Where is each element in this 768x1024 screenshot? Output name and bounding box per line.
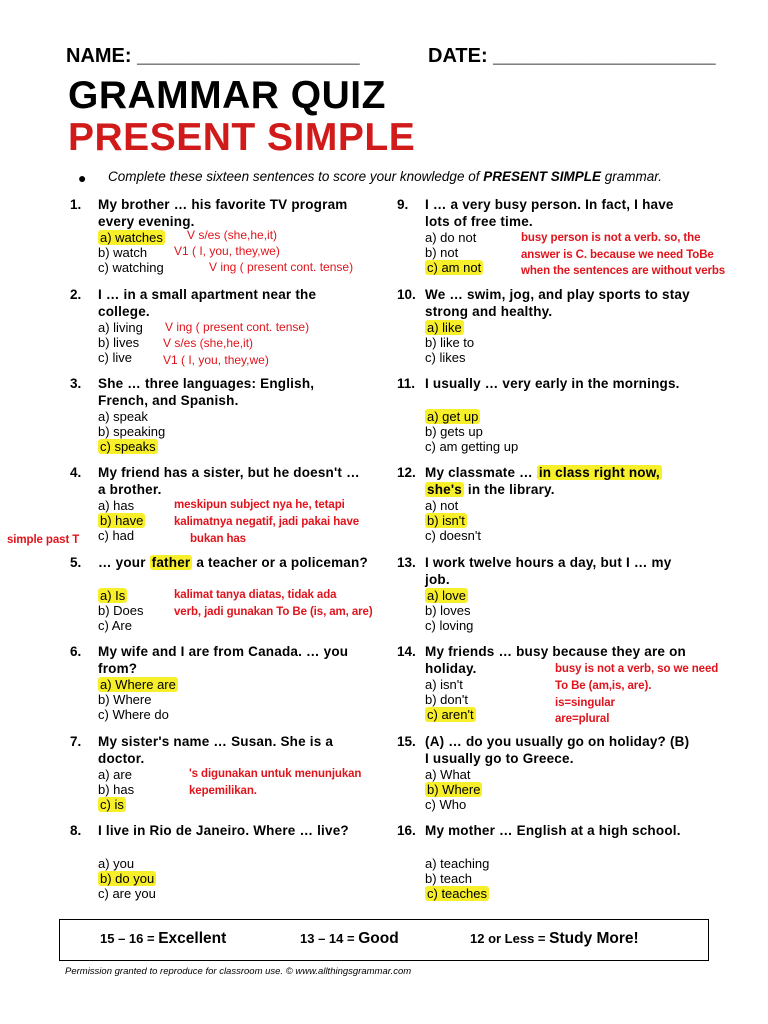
question-stem: I work twelve hours a day, but I … my job.	[425, 555, 672, 587]
answer-option-a[interactable]: a) not	[425, 498, 459, 513]
score-study-more	[470, 930, 639, 948]
annotation-q4-line2: kalimatnya negatif, jadi pakai have	[174, 516, 360, 528]
annotation-q1-line2: V1 ( I, you, they,we)	[174, 244, 280, 258]
answer-option-b[interactable]: b) teach	[425, 871, 472, 886]
annotation-q5-line2: verb, jadi gunakan To Be (is, am, are)	[174, 606, 373, 618]
answer-option-c[interactable]: c) had	[98, 528, 135, 543]
page-title: GRAMMAR QUIZ	[68, 74, 386, 117]
answer-option-a[interactable]	[425, 409, 480, 424]
instructions	[108, 169, 662, 184]
answer-option-b[interactable]	[98, 513, 145, 528]
answer-option-a[interactable]	[98, 677, 178, 692]
question-number: 4.	[70, 465, 82, 480]
answer-option-a[interactable]	[425, 320, 464, 335]
answer-option-c[interactable]	[98, 797, 126, 812]
question-stem: (A) … do you usually go on holiday? (B) I usually go to Greece.	[425, 734, 690, 766]
answer-option-b[interactable]: b) don't	[425, 692, 468, 707]
question-stem: My mother … English at a high school.	[425, 823, 681, 838]
highlighted-answer: b) have	[100, 513, 144, 528]
annotation-q9-line2: answer is C. because we need ToBe	[521, 249, 714, 261]
score-good	[300, 930, 399, 948]
answer-option-b[interactable]: b) watch	[98, 245, 148, 260]
question-stem: My wife and I are from Canada. … you from?	[98, 644, 349, 676]
answer-option-c[interactable]: c) live	[98, 350, 132, 365]
instructions-text-end: grammar.	[601, 169, 663, 184]
answer-option-b[interactable]: b) like to	[425, 335, 475, 350]
question-number: 15.	[397, 734, 416, 749]
answer-option-c[interactable]: c) are you	[98, 886, 156, 901]
question-stem: I live in Rio de Janeiro. Where … live?	[98, 823, 349, 838]
question-stem: I usually … very early in the mornings.	[425, 376, 680, 391]
annotation-q14-line4: are=plural	[555, 713, 610, 725]
answer-option-a[interactable]: a) you	[98, 856, 135, 871]
question-stem: She … three languages: English, French, and Spanish.	[98, 376, 315, 408]
highlighted-answer: c) teaches	[427, 886, 487, 901]
answer-option-c[interactable]: c) likes	[425, 350, 466, 365]
highlighted-answer: a) Is	[100, 588, 126, 603]
highlighted-answer: a) watches	[100, 230, 163, 245]
answer-option-a[interactable]: a) are	[98, 767, 132, 782]
answer-option-a[interactable]: a) living	[98, 320, 143, 335]
highlighted-answer: a) love	[427, 588, 467, 603]
answer-option-b[interactable]: b) has	[98, 782, 135, 797]
question-number: 11.	[397, 376, 416, 391]
answer-option-b[interactable]: b) Does	[98, 603, 144, 618]
highlighted-answer: b) do you	[100, 871, 155, 886]
question-number: 10.	[397, 287, 416, 302]
annotation-q4-side: simple past T	[7, 534, 80, 546]
answer-option-a[interactable]: a) has	[98, 498, 135, 513]
answer-option-c[interactable]: c) Where do	[98, 707, 169, 722]
annotation-q7-line2: kepemilikan.	[189, 785, 257, 797]
annotation-q14-line1: busy is not a verb, so we need	[555, 663, 719, 675]
question-number: 13.	[397, 555, 416, 570]
answer-option-a[interactable]	[98, 588, 127, 603]
answer-option-c[interactable]: c) Who	[425, 797, 467, 812]
answer-option-b[interactable]: b) lives	[98, 335, 140, 350]
highlighted-word: she's	[427, 481, 462, 497]
score-excellent	[100, 930, 226, 948]
score-range: 13 – 14 =	[300, 931, 359, 946]
annotation-q7-line1: 's digunakan untuk menunjukan	[189, 768, 362, 780]
score-key-box	[59, 919, 709, 961]
question-stem: My brother … his favorite TV program every evening.	[98, 197, 348, 229]
answer-option-b[interactable]	[425, 782, 482, 797]
answer-option-a[interactable]	[98, 230, 165, 245]
highlighted-answer: c) aren't	[427, 707, 474, 722]
question-number: 14.	[397, 644, 416, 659]
answer-option-a[interactable]	[425, 588, 468, 603]
question-number: 5.	[70, 555, 82, 570]
answer-option-b[interactable]: b) loves	[425, 603, 471, 618]
instructions-text: Complete these sixteen sentences to score your knowledge of	[108, 169, 484, 184]
answer-option-c[interactable]: c) am getting up	[425, 439, 519, 454]
annotation-q1-line3: V ing ( present cont. tense)	[209, 260, 354, 274]
date-field-label: DATE: ____________________	[428, 45, 716, 67]
annotation-q1-line1: V s/es (she,he,it)	[187, 228, 278, 242]
answer-option-b[interactable]: b) not	[425, 245, 459, 260]
stem-text: … your	[98, 555, 150, 570]
highlighted-word: father	[151, 555, 191, 570]
answer-option-c[interactable]	[425, 707, 476, 722]
name-field-label: NAME: ____________________	[66, 45, 360, 67]
score-range: 15 – 16 =	[100, 931, 159, 946]
highlighted-answer: c) am not	[427, 260, 482, 275]
stem-text-end: in the library.	[463, 481, 555, 497]
question-stem: We … swim, jog, and play sports to stay strong and healthy.	[425, 287, 690, 319]
answer-option-b[interactable]	[98, 871, 156, 886]
question-number: 6.	[70, 644, 82, 659]
highlighted-answer: b) Where	[427, 782, 481, 797]
stem-text-end: a teacher or a policeman?	[192, 555, 368, 570]
answer-option-c[interactable]	[98, 439, 158, 454]
highlighted-answer: a) Where are	[100, 677, 176, 692]
question-stem: My sister's name … Susan. She is a doctor.	[98, 734, 334, 766]
highlighted-answer: b) isn't	[427, 513, 465, 528]
annotation-q5-line1: kalimat tanya diatas, tidak ada	[174, 589, 337, 601]
bullet-icon: ●	[78, 170, 87, 186]
annotation-q14-line3: is=singular	[555, 697, 615, 709]
question-stem	[98, 555, 368, 572]
instructions-emphasis: PRESENT SIMPLE	[483, 169, 601, 184]
answer-option-a[interactable]: a) teaching	[425, 856, 490, 871]
annotation-q9-line3: when the sentences are without verbs	[521, 265, 726, 277]
score-label: Study More!	[549, 930, 639, 947]
answer-option-a[interactable]: a) do not	[425, 230, 477, 245]
answer-option-a[interactable]: a) isn't	[425, 677, 463, 692]
answer-option-c[interactable]: c) Are	[98, 618, 132, 633]
answer-option-a[interactable]: a) What	[425, 767, 471, 782]
question-stem: I … a very busy person. In fact, I have lots of free time.	[425, 197, 674, 229]
answer-option-b[interactable]	[425, 513, 467, 528]
footer-copyright: Permission granted to reproduce for classroom use. © www.allthingsgrammar.com	[65, 966, 412, 977]
annotation-q4-line3: bukan has	[190, 533, 246, 545]
score-range: 12 or Less =	[470, 931, 550, 946]
question-stem	[425, 465, 695, 498]
question-number: 8.	[70, 823, 82, 838]
answer-option-b[interactable]: b) speaking	[98, 424, 166, 439]
annotation-q2-line2: V s/es (she,he,it)	[163, 336, 254, 350]
highlighted-answer: a) get up	[427, 409, 479, 424]
question-stem: I … in a small apartment near the college.	[98, 287, 317, 319]
answer-option-a[interactable]: a) speak	[98, 409, 148, 424]
answer-option-c[interactable]: c) doesn't	[425, 528, 481, 543]
question-number: 12.	[397, 465, 416, 480]
question-number: 9.	[397, 197, 409, 212]
stem-text: My classmate …	[425, 465, 537, 480]
annotation-q2-line3: V1 ( I, you, they,we)	[163, 353, 269, 367]
score-label: Good	[358, 930, 399, 947]
question-stem: My friend has a sister, but he doesn't … a brother.	[98, 465, 360, 497]
answer-option-b[interactable]: b) Where	[98, 692, 152, 707]
answer-option-c[interactable]	[425, 886, 489, 901]
highlighted-phrase: in class right now,	[538, 465, 660, 480]
highlighted-answer: c) is	[100, 797, 124, 812]
question-stem: My friends … busy because they are on holiday.	[425, 644, 686, 676]
answer-option-c[interactable]: c) watching	[98, 260, 164, 275]
question-number: 3.	[70, 376, 82, 391]
page-subtitle: PRESENT SIMPLE	[68, 116, 416, 159]
annotation-q9-line1: busy person is not a verb. so, the	[521, 232, 701, 244]
question-number: 2.	[70, 287, 82, 302]
highlighted-answer: a) like	[427, 320, 462, 335]
answer-option-c[interactable]: c) loving	[425, 618, 474, 633]
question-number: 7.	[70, 734, 82, 749]
question-number: 1.	[70, 197, 82, 212]
annotation-q2-line1: V ing ( present cont. tense)	[165, 320, 310, 334]
question-number: 16.	[397, 823, 416, 838]
answer-option-c[interactable]	[425, 260, 483, 275]
annotation-q4-line1: meskipun subject nya he, tetapi	[174, 499, 345, 511]
annotation-q14-line2: To Be (am,is, are).	[555, 680, 652, 692]
score-label: Excellent	[158, 930, 227, 947]
highlighted-answer: c) speaks	[100, 439, 156, 454]
answer-option-b[interactable]: b) gets up	[425, 424, 483, 439]
